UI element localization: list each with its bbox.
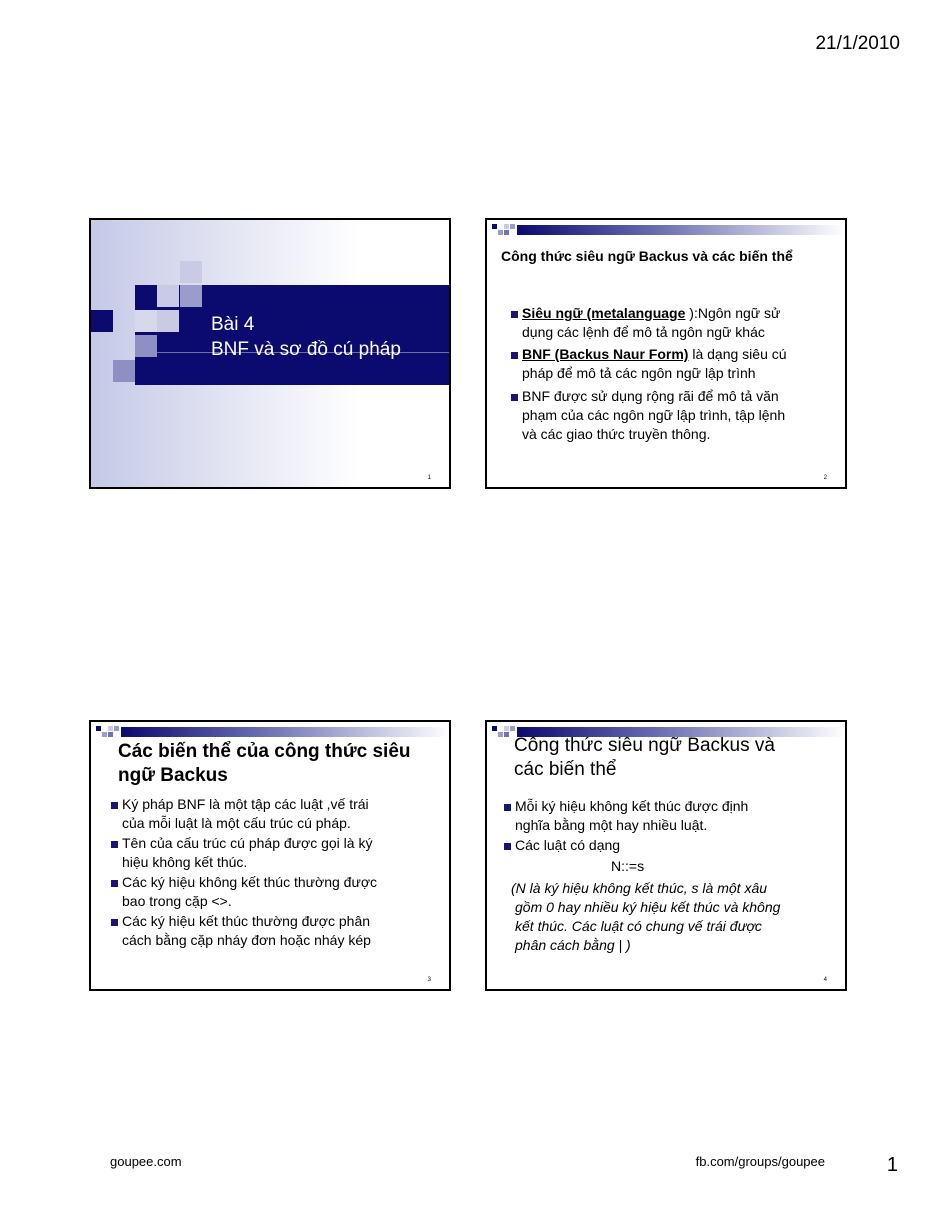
decor-square	[135, 335, 157, 357]
slide-2-bullet-2: BNF (Backus Naur Form) là dạng siêu cú pháp để mô tả các ngôn ngữ lập trình	[522, 346, 787, 381]
page-number: 1	[886, 1154, 898, 1176]
decor-square	[498, 732, 503, 737]
bullet-icon	[111, 802, 118, 809]
slide-4-note: (N là ký hiệu không kết thúc, s là một xâu gồm 0 hay nhiều ký hiệu kết thúc và không kết thúc. Các luật có chung vế trái được phân cách bằng | )	[511, 880, 781, 953]
decor-square	[504, 230, 509, 235]
decor-square	[180, 285, 202, 307]
slide-1-title-line-2: BNF và sơ đồ cú pháp	[211, 339, 401, 360]
footer-website: goupee.com	[110, 1154, 182, 1169]
slide-4	[485, 720, 847, 991]
decor-square	[510, 726, 515, 731]
decor-square	[157, 285, 179, 307]
slide-3-bullet-2: Tên của cấu trúc cú pháp được gọi là ký hiệu không kết thúc.	[122, 835, 373, 870]
slide-4-title: Công thức siêu ngữ Backus và các biến thể	[514, 735, 775, 780]
bullet-icon	[504, 804, 511, 811]
slide-3	[89, 720, 451, 991]
slide-number: 3	[427, 977, 431, 983]
slide-4-formula: N::=s	[611, 858, 645, 874]
decor-square	[91, 310, 113, 332]
slide-4-bullet-2: Các luật có dạng	[515, 837, 621, 853]
slide-4-bullet-1: Mỗi ký hiệu không kết thúc được định nghĩa bằng một hay nhiều luật.	[515, 798, 749, 833]
decor-square	[180, 261, 202, 283]
bullet-icon	[504, 843, 511, 850]
footer-group-link: fb.com/groups/goupee	[695, 1154, 825, 1169]
decor-square	[504, 732, 509, 737]
bullet-icon	[111, 841, 118, 848]
slide-number: 4	[823, 977, 827, 983]
decor-square	[492, 224, 497, 229]
slide-3-bullet-3: Các ký hiệu không kết thúc thường được bao trong cặp <>.	[122, 874, 378, 909]
decor-square	[108, 732, 113, 737]
decor-square	[157, 310, 179, 332]
slide-header-bar	[517, 225, 845, 235]
header-date: 21/1/2010	[815, 33, 900, 54]
decor-square	[114, 726, 119, 731]
slide-2	[485, 218, 847, 489]
slide-2-bullet-1: Siêu ngữ (metalanguage ):Ngôn ngữ sử dụng các lệnh để mô tả ngôn ngữ khác	[522, 305, 781, 340]
bullet-icon	[511, 352, 518, 359]
slide-3-bullet-1: Ký pháp BNF là một tập các luật ,vế trái của mỗi luật là một cấu trúc cú pháp.	[122, 796, 369, 831]
decor-square	[492, 726, 497, 731]
decor-square	[102, 732, 107, 737]
decor-square	[504, 224, 509, 229]
slide-number: 1	[427, 475, 431, 481]
decor-square	[113, 360, 135, 382]
bullet-icon	[111, 919, 118, 926]
decor-square	[510, 224, 515, 229]
slide-1	[89, 218, 451, 489]
slide-2-bullet-3: BNF được sử dụng rộng rãi để mô tả văn phạm của các ngôn ngữ lập trình, tập lệnh và các giao thức truyền thông.	[522, 388, 786, 442]
slide-2-title: Công thức siêu ngữ Backus và các biến thể	[501, 248, 793, 264]
slide-header-bar	[121, 727, 449, 737]
decor-square	[96, 726, 101, 731]
bullet-icon	[511, 311, 518, 318]
slide-1-title-line-1: Bài 4	[211, 314, 255, 335]
slide-number: 2	[823, 475, 827, 481]
decor-square	[498, 230, 503, 235]
decor-square	[504, 726, 509, 731]
decor-square	[108, 726, 113, 731]
slide-3-title: Các biến thể của công thức siêu ngữ Backus	[118, 741, 411, 786]
bullet-icon	[111, 880, 118, 887]
decor-square	[135, 310, 157, 332]
slide-3-bullet-4: Các ký hiệu kết thúc thường được phân cách bằng cặp nháy đơn hoặc nháy kép	[122, 913, 371, 948]
bullet-icon	[511, 394, 518, 401]
